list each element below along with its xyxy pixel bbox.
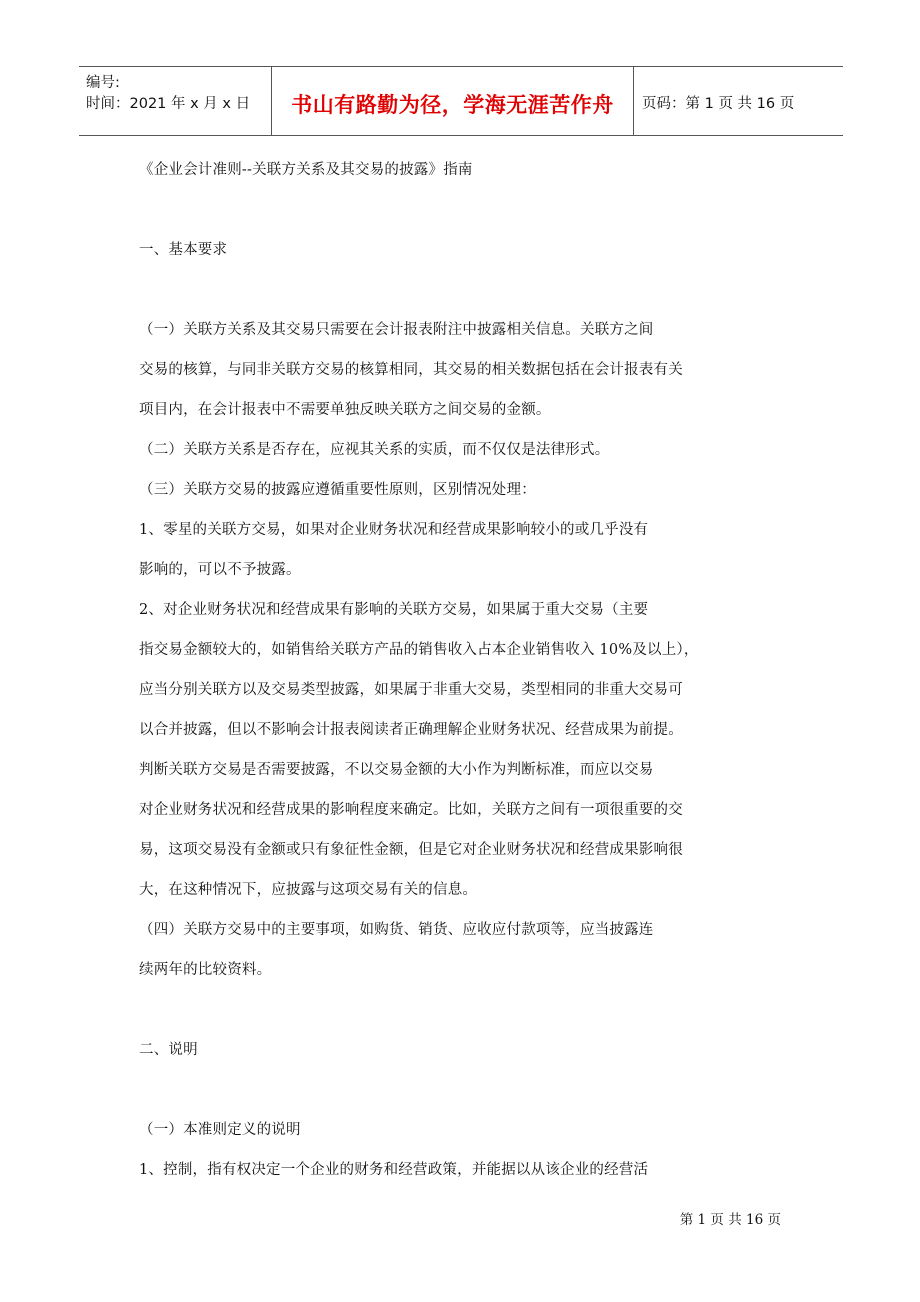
header-page-cell (634, 67, 843, 135)
paragraph-line: 项目内，在会计报表中不需要单独反映关联方之间交易的金额。 (139, 402, 551, 418)
header-info-cell (79, 67, 272, 135)
paragraph-line: 2、对企业财务状况和经营成果有影响的关联方交易，如果属于重大交易（主要 (139, 602, 649, 618)
page-footer: 第 1 页 共 16 页 (679, 1212, 781, 1228)
paragraph-line: 易，这项交易没有金额或只有象征性金额，但是它对企业财务状况和经营成果影响很 (139, 842, 683, 858)
paragraph-line: 对企业财务状况和经营成果的影响程度来确定。比如，关联方之间有一项很重要的交 (139, 802, 683, 818)
paragraph-line: 1、控制，指有权决定一个企业的财务和经营政策，并能据以从该企业的经营活 (139, 1162, 649, 1178)
paragraph-line: （一）关联方关系及其交易只需要在会计报表附注中披露相关信息。关联方之间 (139, 322, 654, 338)
paragraph-line: 判断关联方交易是否需要披露，不以交易金额的大小作为判断标准，而应以交易 (139, 762, 654, 778)
header-page-info: 页码：第 1 页 共 16 页 (642, 96, 795, 112)
paragraph-line: 1、零星的关联方交易，如果对企业财务状况和经营成果影响较小的或几乎没有 (139, 522, 649, 538)
paragraph-line: 续两年的比较资料。 (139, 962, 272, 978)
subsection-heading: （一）本准则定义的说明 (139, 1122, 301, 1138)
paragraph-line: 以合并披露，但以不影响会计报表阅读者正确理解企业财务状况、经营成果为前提。 (139, 722, 683, 738)
paragraph-line: 指交易金额较大的，如销售给关联方产品的销售收入占本企业销售收入 10%及以上）， (139, 642, 699, 658)
paragraph-line: （二）关联方关系是否存在，应视其关系的实质，而不仅仅是法律形式。 (139, 442, 610, 458)
section-heading: 一、基本要求 (139, 242, 228, 258)
paragraph-line: （三）关联方交易的披露应遵循重要性原则，区别情况处理： (139, 482, 536, 498)
paragraph-line: （四）关联方交易中的主要事项，如购货、销货、应收应付款项等，应当披露连 (139, 922, 654, 938)
paragraph-line: 应当分别关联方以及交易类型披露，如果属于非重大交易，类型相同的非重大交易可 (139, 682, 683, 698)
motto-text: 书山有路勤为径，学海无涯苦作舟 (291, 93, 614, 117)
header-motto-cell (272, 67, 634, 135)
section-heading: 二、说明 (139, 1042, 198, 1058)
document-header (79, 66, 843, 136)
paragraph-line: 大，在这种情况下，应披露与这项交易有关的信息。 (139, 882, 478, 898)
paragraph-line: 影响的，可以不予披露。 (139, 562, 301, 578)
document-number-label: 编号: (86, 75, 120, 91)
document-date-label: 时间：2021 年 x 月 x 日 (86, 96, 251, 112)
paragraph-line: 交易的核算，与同非关联方交易的核算相同，其交易的相关数据包括在会计报表有关 (139, 362, 683, 378)
document-title: 《企业会计准则--关联方关系及其交易的披露》指南 (139, 162, 473, 178)
